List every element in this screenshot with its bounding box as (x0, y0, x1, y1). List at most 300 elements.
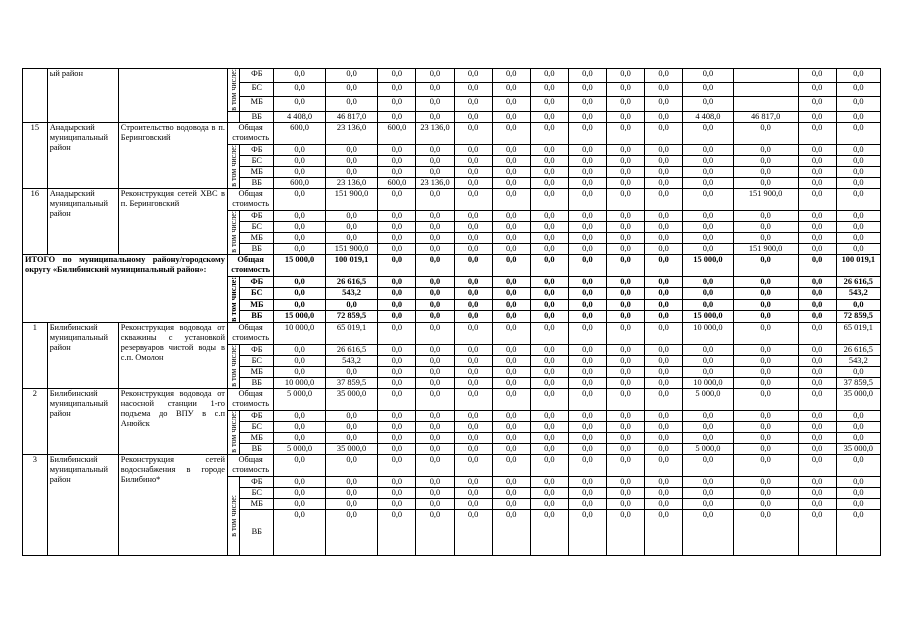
value-cell: 0,0 (492, 487, 530, 498)
value-cell: 0,0 (606, 166, 644, 177)
value-cell: 0,0 (568, 377, 606, 388)
value-cell: 0,0 (733, 166, 798, 177)
fund-label: БС (240, 288, 274, 299)
sub-label-cell (227, 476, 239, 555)
value-cell: 0,0 (798, 276, 836, 287)
total-label: Общая стоимость (227, 188, 273, 210)
value-cell: 0,0 (645, 210, 683, 221)
value-cell: 0,0 (568, 177, 606, 188)
value-cell: 0,0 (798, 454, 836, 476)
value-cell: 65 019,1 (325, 322, 378, 344)
value-cell: 0,0 (568, 344, 606, 355)
value-cell: 0,0 (378, 421, 416, 432)
fund-label: ФБ (240, 276, 274, 287)
value-cell: 0,0 (274, 97, 326, 111)
value-cell: 0,0 (645, 498, 683, 509)
value-cell: 0,0 (645, 188, 683, 210)
value-cell: 23 136,0 (416, 177, 454, 188)
value-cell: 0,0 (492, 311, 530, 322)
value-cell: 0,0 (492, 166, 530, 177)
fund-label: МБ (240, 299, 274, 310)
value-cell: 543,2 (325, 355, 378, 366)
sub-label: в том числе: (229, 411, 239, 453)
value-cell: 0,0 (836, 177, 880, 188)
value-cell: 0,0 (798, 221, 836, 232)
value-cell: 0,0 (645, 322, 683, 344)
value-cell: 0,0 (733, 210, 798, 221)
value-cell: 0,0 (798, 69, 836, 83)
sub-label-cell (227, 144, 239, 188)
value-cell: 0,0 (568, 410, 606, 421)
fund-label: МБ (240, 166, 274, 177)
value-cell: 0,0 (606, 111, 644, 122)
value-cell: 0,0 (733, 498, 798, 509)
value-cell: 0,0 (568, 476, 606, 487)
value-cell: 0,0 (645, 432, 683, 443)
value-cell: 0,0 (798, 311, 836, 322)
value-cell: 0,0 (606, 377, 644, 388)
value-cell: 26 616,5 (325, 344, 378, 355)
fund-label: БС (240, 83, 274, 97)
value-cell: 0,0 (492, 111, 530, 122)
value-cell: 0,0 (492, 432, 530, 443)
value-cell: 0,0 (733, 388, 798, 410)
value-cell: 0,0 (798, 111, 836, 122)
value-cell: 0,0 (836, 476, 880, 487)
value-cell: 0,0 (683, 498, 733, 509)
value-cell: 0,0 (836, 366, 880, 377)
value-cell: 0,0 (683, 288, 733, 299)
sub-label-cell (227, 69, 239, 112)
sub-label: в том числе: (229, 345, 239, 387)
value-cell: 0,0 (530, 254, 568, 276)
table-row (23, 388, 881, 410)
value-cell: 5 000,0 (274, 443, 326, 454)
value-cell: 0,0 (325, 97, 378, 111)
value-cell: 0,0 (568, 432, 606, 443)
value-cell: 0,0 (568, 509, 606, 555)
value-cell: 0,0 (416, 322, 454, 344)
value-cell: 5 000,0 (683, 388, 733, 410)
value-cell: 0,0 (416, 288, 454, 299)
fund-label: БС (240, 221, 274, 232)
value-cell: 0,0 (683, 421, 733, 432)
value-cell: 0,0 (454, 421, 492, 432)
value-cell: 0,0 (798, 344, 836, 355)
value-cell: 0,0 (492, 410, 530, 421)
value-cell: 0,0 (416, 83, 454, 97)
value-cell: 15 000,0 (274, 311, 326, 322)
value-cell: 0,0 (606, 322, 644, 344)
value-cell: 0,0 (606, 144, 644, 155)
value-cell: 35 000,0 (325, 388, 378, 410)
value-cell: 0,0 (492, 355, 530, 366)
value-cell: 0,0 (274, 299, 326, 310)
value-cell: 0,0 (378, 166, 416, 177)
fund-label: ФБ (240, 476, 274, 487)
value-cell: 0,0 (416, 299, 454, 310)
value-cell: 0,0 (530, 322, 568, 344)
value-cell: 0,0 (606, 476, 644, 487)
value-cell: 0,0 (416, 311, 454, 322)
value-cell: 0,0 (530, 288, 568, 299)
value-cell: 0,0 (798, 443, 836, 454)
value-cell: 0,0 (733, 299, 798, 310)
district-cell: Билибинский муниципальный район (47, 322, 118, 388)
row-number (23, 69, 48, 123)
value-cell: 0,0 (530, 299, 568, 310)
value-cell: 0,0 (378, 155, 416, 166)
value-cell: 0,0 (530, 276, 568, 287)
table-row (23, 122, 881, 144)
total-label: Общая стоимость (227, 454, 273, 476)
value-cell: 0,0 (606, 487, 644, 498)
value-cell: 0,0 (733, 322, 798, 344)
value-cell: 0,0 (378, 254, 416, 276)
value-cell: 0,0 (274, 487, 326, 498)
value-cell: 26 616,5 (325, 276, 378, 287)
sub-label-cell (227, 410, 239, 454)
value-cell: 0,0 (836, 144, 880, 155)
value-cell: 0,0 (274, 221, 326, 232)
value-cell: 0,0 (530, 155, 568, 166)
table-row (23, 254, 881, 276)
value-cell: 0,0 (798, 410, 836, 421)
value-cell: 0,0 (378, 355, 416, 366)
value-cell: 15 000,0 (274, 254, 326, 276)
value-cell: 0,0 (683, 344, 733, 355)
value-cell: 0,0 (733, 144, 798, 155)
value-cell: 0,0 (836, 410, 880, 421)
value-cell: 0,0 (683, 155, 733, 166)
value-cell: 4 408,0 (683, 111, 733, 122)
value-cell: 0,0 (645, 355, 683, 366)
value-cell: 0,0 (733, 311, 798, 322)
value-cell: 0,0 (606, 366, 644, 377)
value-cell: 0,0 (836, 299, 880, 310)
value-cell: 0,0 (454, 210, 492, 221)
value-cell: 0,0 (378, 69, 416, 83)
value-cell: 0,0 (606, 355, 644, 366)
value-cell: 0,0 (378, 432, 416, 443)
value-cell: 0,0 (798, 210, 836, 221)
project-name: Реконструкция сетей водоснабжения в городе Билибино* (118, 454, 227, 555)
value-cell: 46 817,0 (325, 111, 378, 122)
value-cell: 10 000,0 (274, 377, 326, 388)
value-cell: 0,0 (530, 366, 568, 377)
value-cell: 0,0 (378, 509, 416, 555)
value-cell: 0,0 (492, 344, 530, 355)
value-cell: 0,0 (645, 177, 683, 188)
value-cell: 0,0 (492, 97, 530, 111)
value-cell: 0,0 (454, 443, 492, 454)
value-cell: 0,0 (454, 254, 492, 276)
value-cell: 0,0 (378, 288, 416, 299)
value-cell: 0,0 (568, 155, 606, 166)
sub-label: в том числе: (229, 276, 239, 322)
value-cell: 0,0 (416, 243, 454, 254)
value-cell: 0,0 (606, 443, 644, 454)
value-cell: 0,0 (530, 243, 568, 254)
value-cell: 151 900,0 (733, 188, 798, 210)
value-cell: 0,0 (416, 188, 454, 210)
value-cell: 0,0 (568, 322, 606, 344)
value-cell: 65 019,1 (836, 322, 880, 344)
value-cell: 0,0 (733, 344, 798, 355)
value-cell: 0,0 (798, 432, 836, 443)
row-number: 15 (23, 122, 48, 188)
value-cell: 0,0 (683, 454, 733, 476)
value-cell: 0,0 (798, 83, 836, 97)
value-cell: 0,0 (645, 122, 683, 144)
value-cell: 72 859,5 (836, 311, 880, 322)
value-cell: 0,0 (416, 144, 454, 155)
value-cell: 0,0 (568, 83, 606, 97)
value-cell: 0,0 (733, 377, 798, 388)
value-cell: 0,0 (645, 311, 683, 322)
value-cell: 0,0 (492, 299, 530, 310)
value-cell: 0,0 (683, 188, 733, 210)
value-cell: 0,0 (798, 388, 836, 410)
value-cell: 0,0 (683, 210, 733, 221)
fund-label: ВБ (240, 111, 274, 122)
value-cell: 0,0 (416, 443, 454, 454)
value-cell: 0,0 (454, 454, 492, 476)
value-cell: 0,0 (606, 188, 644, 210)
value-cell: 26 616,5 (836, 276, 880, 287)
value-cell: 0,0 (530, 144, 568, 155)
total-label: Общая стоимость (227, 322, 273, 344)
value-cell: 0,0 (274, 454, 326, 476)
value-cell: 151 900,0 (733, 243, 798, 254)
value-cell: 0,0 (530, 311, 568, 322)
value-cell: 0,0 (454, 177, 492, 188)
value-cell: 0,0 (492, 276, 530, 287)
value-cell: 600,0 (274, 122, 326, 144)
value-cell: 0,0 (530, 344, 568, 355)
value-cell: 0,0 (568, 144, 606, 155)
value-cell: 0,0 (798, 144, 836, 155)
value-cell: 0,0 (325, 69, 378, 83)
value-cell: 0,0 (325, 221, 378, 232)
value-cell: 0,0 (378, 388, 416, 410)
value-cell: 0,0 (798, 299, 836, 310)
value-cell: 0,0 (568, 388, 606, 410)
value-cell: 0,0 (733, 122, 798, 144)
value-cell: 0,0 (798, 254, 836, 276)
value-cell (733, 69, 798, 83)
fund-label: ВБ (240, 509, 274, 555)
value-cell: 0,0 (378, 322, 416, 344)
value-cell: 0,0 (325, 366, 378, 377)
value-cell: 0,0 (568, 221, 606, 232)
value-cell: 0,0 (683, 410, 733, 421)
value-cell: 0,0 (274, 276, 326, 287)
value-cell: 5 000,0 (683, 443, 733, 454)
value-cell: 0,0 (683, 83, 733, 97)
value-cell: 0,0 (492, 509, 530, 555)
value-cell: 0,0 (606, 388, 644, 410)
value-cell: 0,0 (798, 322, 836, 344)
value-cell: 0,0 (325, 487, 378, 498)
value-cell: 0,0 (416, 221, 454, 232)
value-cell: 0,0 (606, 344, 644, 355)
value-cell: 0,0 (454, 432, 492, 443)
value-cell: 0,0 (798, 155, 836, 166)
value-cell: 0,0 (645, 276, 683, 287)
value-cell: 0,0 (683, 144, 733, 155)
value-cell: 0,0 (683, 69, 733, 83)
value-cell: 0,0 (683, 487, 733, 498)
value-cell: 0,0 (568, 498, 606, 509)
value-cell: 0,0 (274, 243, 326, 254)
value-cell: 0,0 (492, 421, 530, 432)
value-cell: 0,0 (798, 355, 836, 366)
value-cell: 0,0 (606, 421, 644, 432)
value-cell: 0,0 (325, 410, 378, 421)
value-cell: 0,0 (568, 487, 606, 498)
value-cell: 0,0 (568, 232, 606, 243)
sub-label-cell (227, 111, 239, 122)
value-cell: 0,0 (274, 344, 326, 355)
value-cell: 0,0 (274, 432, 326, 443)
fund-label: ФБ (240, 144, 274, 155)
value-cell: 0,0 (606, 243, 644, 254)
value-cell: 0,0 (454, 476, 492, 487)
value-cell: 0,0 (645, 476, 683, 487)
value-cell: 0,0 (492, 454, 530, 476)
value-cell: 0,0 (530, 487, 568, 498)
fund-label: БС (240, 421, 274, 432)
value-cell: 0,0 (454, 388, 492, 410)
value-cell: 0,0 (274, 355, 326, 366)
fund-label: ВБ (240, 443, 274, 454)
value-cell: 0,0 (798, 476, 836, 487)
value-cell: 0,0 (274, 421, 326, 432)
value-cell: 0,0 (325, 509, 378, 555)
value-cell: 15 000,0 (683, 254, 733, 276)
value-cell: 0,0 (530, 188, 568, 210)
table-row (23, 69, 881, 83)
sub-label: в том числе: (229, 69, 239, 111)
value-cell: 0,0 (416, 210, 454, 221)
value-cell: 0,0 (836, 454, 880, 476)
value-cell: 0,0 (416, 509, 454, 555)
value-cell: 0,0 (733, 155, 798, 166)
value-cell: 0,0 (798, 97, 836, 111)
value-cell: 0,0 (798, 166, 836, 177)
value-cell: 0,0 (416, 355, 454, 366)
value-cell: 0,0 (683, 509, 733, 555)
value-cell: 0,0 (606, 97, 644, 111)
value-cell: 0,0 (645, 221, 683, 232)
district-cell: Билибинский муниципальный район (47, 454, 118, 555)
fund-label: БС (240, 355, 274, 366)
value-cell: 0,0 (530, 432, 568, 443)
value-cell: 0,0 (836, 432, 880, 443)
value-cell: 0,0 (416, 454, 454, 476)
value-cell: 0,0 (378, 111, 416, 122)
sub-label-cell (227, 210, 239, 254)
value-cell: 0,0 (492, 254, 530, 276)
table-row (23, 454, 881, 476)
value-cell: 0,0 (568, 454, 606, 476)
value-cell: 0,0 (454, 509, 492, 555)
value-cell: 0,0 (836, 509, 880, 555)
value-cell: 0,0 (733, 355, 798, 366)
value-cell: 0,0 (530, 388, 568, 410)
value-cell: 100 019,1 (325, 254, 378, 276)
value-cell: 0,0 (274, 366, 326, 377)
value-cell: 0,0 (454, 122, 492, 144)
value-cell: 0,0 (416, 166, 454, 177)
value-cell: 0,0 (378, 366, 416, 377)
value-cell: 0,0 (733, 454, 798, 476)
value-cell: 0,0 (733, 288, 798, 299)
value-cell: 0,0 (733, 366, 798, 377)
value-cell: 0,0 (454, 410, 492, 421)
value-cell: 0,0 (378, 476, 416, 487)
value-cell: 0,0 (378, 299, 416, 310)
itogo-label: ИТОГО по муниципальному району/городскому округу «Билибинский муниципальный район»: (23, 254, 228, 322)
value-cell: 0,0 (568, 210, 606, 221)
value-cell: 0,0 (568, 299, 606, 310)
value-cell: 0,0 (683, 122, 733, 144)
project-name (118, 69, 227, 123)
value-cell: 600,0 (274, 177, 326, 188)
value-cell: 0,0 (606, 177, 644, 188)
value-cell: 0,0 (733, 509, 798, 555)
value-cell: 0,0 (454, 155, 492, 166)
value-cell: 0,0 (733, 177, 798, 188)
value-cell: 0,0 (836, 155, 880, 166)
value-cell: 0,0 (836, 221, 880, 232)
value-cell: 0,0 (325, 476, 378, 487)
value-cell: 0,0 (325, 432, 378, 443)
value-cell: 0,0 (325, 155, 378, 166)
value-cell: 0,0 (645, 366, 683, 377)
value-cell: 0,0 (416, 344, 454, 355)
value-cell: 72 859,5 (325, 311, 378, 322)
value-cell: 0,0 (492, 69, 530, 83)
value-cell: 10 000,0 (683, 322, 733, 344)
value-cell: 0,0 (454, 69, 492, 83)
value-cell: 26 616,5 (836, 344, 880, 355)
value-cell: 37 859,5 (836, 377, 880, 388)
value-cell: 0,0 (274, 83, 326, 97)
value-cell: 0,0 (378, 311, 416, 322)
value-cell: 23 136,0 (325, 122, 378, 144)
row-number: 1 (23, 322, 48, 388)
value-cell: 0,0 (683, 97, 733, 111)
value-cell: 0,0 (606, 155, 644, 166)
sub-label: в том числе: (229, 494, 239, 537)
value-cell: 37 859,5 (325, 377, 378, 388)
value-cell: 0,0 (492, 188, 530, 210)
value-cell: 0,0 (416, 410, 454, 421)
value-cell: 0,0 (733, 421, 798, 432)
value-cell: 0,0 (645, 377, 683, 388)
value-cell: 0,0 (325, 299, 378, 310)
value-cell: 0,0 (492, 243, 530, 254)
value-cell: 543,2 (325, 288, 378, 299)
value-cell: 0,0 (454, 83, 492, 97)
value-cell: 0,0 (568, 443, 606, 454)
value-cell: 0,0 (836, 122, 880, 144)
value-cell: 0,0 (492, 155, 530, 166)
value-cell: 0,0 (530, 355, 568, 366)
value-cell: 0,0 (492, 322, 530, 344)
